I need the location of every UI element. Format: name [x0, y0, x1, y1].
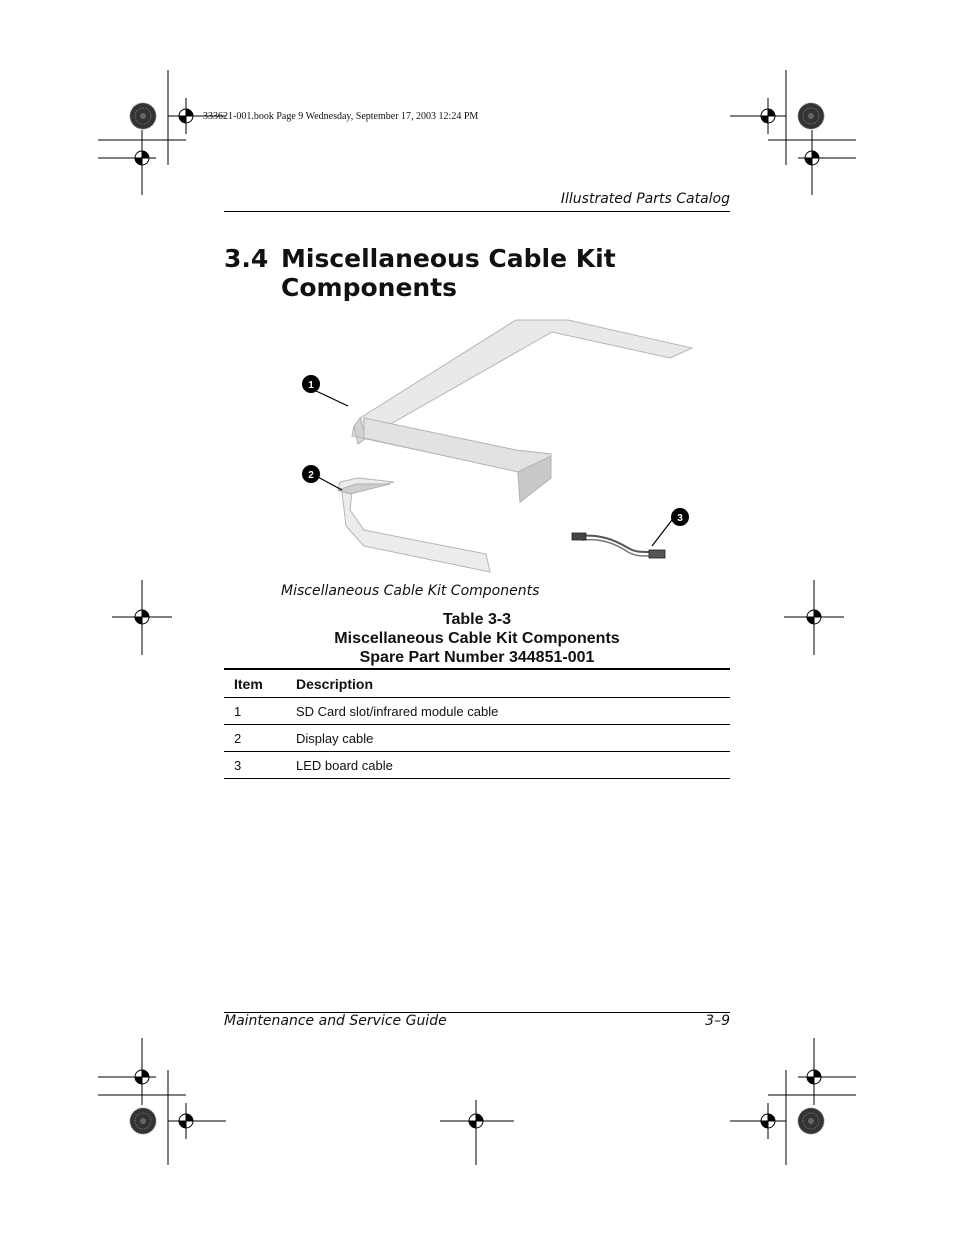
- table-title-block: [224, 610, 730, 667]
- cable-kit-illustration: [290, 314, 710, 584]
- section-number: 3.4: [224, 244, 269, 273]
- table-row: [224, 698, 730, 725]
- section-title-line2: Components: [281, 273, 458, 302]
- callout-2-leader: [316, 476, 342, 490]
- section-title-line1: Miscellaneous Cable Kit: [281, 244, 616, 273]
- running-head: Illustrated Parts Catalog: [560, 191, 730, 207]
- display-cable: [338, 478, 490, 572]
- table-row: [224, 752, 730, 779]
- item-description: LED board cable: [296, 752, 730, 779]
- footer-guide-title: Maintenance and Service Guide: [224, 1013, 447, 1029]
- figure-caption: Miscellaneous Cable Kit Components: [281, 583, 540, 599]
- table-title: Miscellaneous Cable Kit Components: [334, 630, 620, 647]
- item-number: 2: [224, 725, 296, 752]
- column-header-item: Item: [224, 669, 296, 698]
- print-slug: 333621-001.book Page 9 Wednesday, September 17, 2003 12:24 PM: [203, 111, 479, 122]
- callout-1-leader: [314, 390, 348, 406]
- table-row: [224, 725, 730, 752]
- callout-3-leader: [652, 520, 672, 546]
- table-header-row: [224, 669, 730, 698]
- column-header-description: Description: [296, 669, 730, 698]
- sd-infrared-cable: [352, 320, 692, 502]
- item-number: 1: [224, 698, 296, 725]
- callout-2-label: 2: [308, 470, 314, 481]
- spare-parts-table: [224, 668, 730, 779]
- table-label: Table 3-3: [442, 611, 512, 628]
- item-description: SD Card slot/infrared module cable: [296, 698, 730, 725]
- section-heading: [224, 244, 616, 302]
- header-rule: [224, 211, 730, 212]
- item-number: 3: [224, 752, 296, 779]
- page-number: 3–9: [705, 1013, 730, 1029]
- callout-1-label: 1: [308, 380, 314, 391]
- table-subtitle: Spare Part Number 344851-001: [359, 649, 595, 666]
- item-description: Display cable: [296, 725, 730, 752]
- led-board-cable: [572, 533, 665, 558]
- callout-3-label: 3: [677, 513, 683, 524]
